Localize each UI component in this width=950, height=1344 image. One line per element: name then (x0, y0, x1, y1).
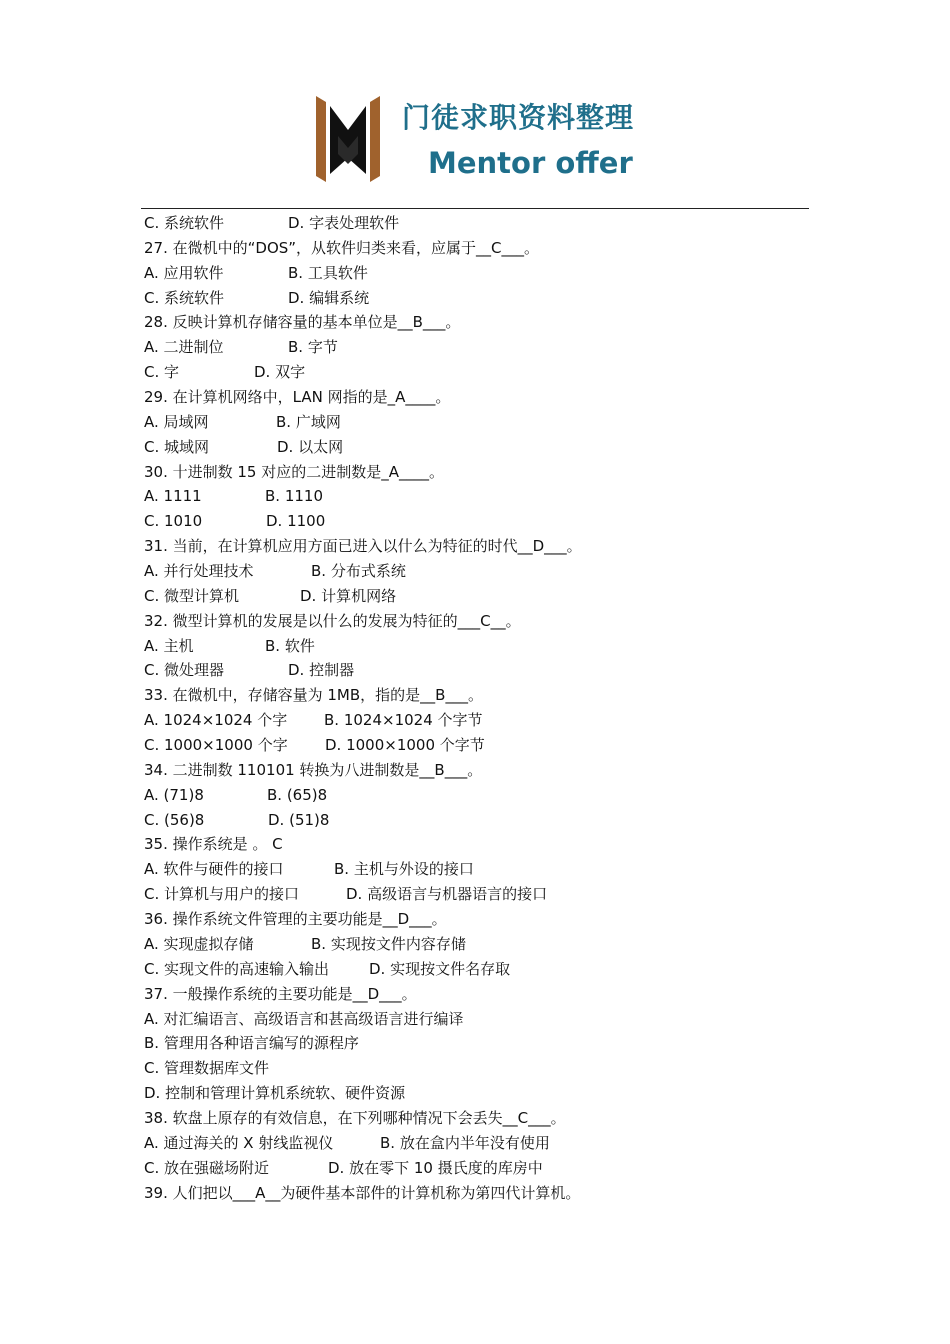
option-left: C. (56)8 (144, 810, 205, 829)
text-line: B. 管理用各种语言编写的源程序 (144, 1034, 359, 1053)
text-line: 37. 一般操作系统的主要功能是__D___。 (144, 984, 417, 1003)
option-row (144, 932, 804, 957)
text-line: 32. 微型计算机的发展是以什么的发展为特征的___C__。 (144, 611, 521, 630)
option-left: A. 局域网 (144, 412, 209, 431)
option-row (144, 261, 804, 286)
option-left: C. 计算机与用户的接口 (144, 885, 300, 904)
option-left: C. 放在强磁场附近 (144, 1158, 270, 1177)
text-line: C. 管理数据库文件 (144, 1059, 270, 1078)
option-row (144, 1156, 804, 1181)
option-right: B. 字节 (288, 338, 338, 357)
option-row (144, 783, 804, 808)
option-row (144, 1131, 804, 1156)
header-divider (141, 208, 809, 209)
option-row (144, 658, 804, 683)
option-left: C. 1010 (144, 512, 203, 531)
option-row (144, 857, 804, 882)
option-left: C. 微型计算机 (144, 586, 240, 605)
option-row (144, 808, 804, 833)
option-right: D. 实现按文件名存取 (369, 959, 511, 978)
option-left: A. 通过海关的 X 射线监视仪 (144, 1133, 334, 1152)
text-line: 29. 在计算机网络中，LAN 网指的是_A____。 (144, 388, 451, 407)
option-left: A. 应用软件 (144, 263, 224, 282)
option-row (144, 559, 804, 584)
option-right: D. 双字 (254, 363, 306, 382)
option-right: B. 实现按文件内容存储 (311, 934, 466, 953)
option-left: C. 系统软件 (144, 214, 225, 232)
brand-chinese-name: 门徒求职资料整理 (402, 101, 635, 134)
option-right: B. 软件 (265, 636, 315, 655)
option-row (144, 360, 804, 385)
option-row (144, 484, 804, 509)
option-row (144, 882, 804, 907)
option-left: A. 并行处理技术 (144, 562, 254, 581)
text-line: 35. 操作系统是 。 C (144, 835, 283, 854)
option-left: C. 系统软件 (144, 288, 225, 307)
text-line: 30. 十进制数 15 对应的二进制数是_A____。 (144, 462, 445, 481)
question-list (144, 211, 804, 1205)
text-line: 36. 操作系统文件管理的主要功能是__D___。 (144, 910, 447, 929)
option-right: D. 放在零下 10 摄氏度的库房中 (328, 1158, 543, 1177)
option-row (144, 733, 804, 758)
option-row (144, 435, 804, 460)
option-right: B. 放在盒内半年没有使用 (380, 1133, 550, 1152)
option-left: C. 1000×1000 个字 (144, 736, 288, 755)
option-right: B. (65)8 (267, 785, 328, 804)
text-line: A. 对汇编语言、高级语言和甚高级语言进行编译 (144, 1009, 464, 1028)
option-left: A. (71)8 (144, 785, 204, 804)
option-left: C. 实现文件的高速输入输出 (144, 959, 330, 978)
option-row (144, 584, 804, 609)
text-line: D. 控制和管理计算机系统软、硬件资源 (144, 1084, 406, 1103)
option-right: D. (51)8 (268, 810, 330, 829)
option-right: D. 字表处理软件 (288, 214, 400, 232)
option-right: B. 1110 (265, 487, 324, 506)
option-row (144, 957, 804, 982)
option-right: B. 分布式系统 (311, 562, 406, 581)
option-right: D. 1000×1000 个字节 (325, 736, 485, 755)
option-left: A. 实现虚拟存储 (144, 934, 254, 953)
option-left: C. 字 (144, 363, 180, 382)
option-left: A. 1024×1024 个字 (144, 711, 288, 730)
option-row (144, 708, 804, 733)
option-right: B. 1024×1024 个字节 (324, 711, 483, 730)
text-line: 27. 在微机中的“DOS”，从软件归类来看，应属于__C___。 (144, 238, 540, 257)
option-row (144, 410, 804, 435)
text-line: 34. 二进制数 110101 转换为八进制数是__B___。 (144, 760, 483, 779)
option-right: B. 广域网 (276, 412, 341, 431)
text-line: 38. 软盘上原存的有效信息，在下列哪种情况下会丢失__C___。 (144, 1108, 566, 1127)
option-row (144, 335, 804, 360)
option-left: A. 软件与硬件的接口 (144, 860, 284, 879)
option-right: D. 控制器 (288, 661, 355, 680)
header-logo (312, 92, 642, 188)
option-right: D. 以太网 (277, 437, 344, 456)
option-right: D. 高级语言与机器语言的接口 (346, 885, 548, 904)
option-right: B. 工具软件 (288, 263, 368, 282)
option-left: C. 城域网 (144, 437, 210, 456)
text-line: 31. 当前，在计算机应用方面已进入以什么为特征的时代__D___。 (144, 537, 582, 556)
option-right: D. 编辑系统 (288, 288, 370, 307)
option-right: D. 1100 (266, 512, 326, 531)
mentor-logo-icon (312, 92, 384, 184)
option-left: A. 1111 (144, 487, 202, 506)
text-line: 39. 人们把以___A__为硬件基本部件的计算机称为第四代计算机。 (144, 1183, 581, 1202)
option-row (144, 634, 804, 659)
option-right: B. 主机与外设的接口 (334, 860, 474, 879)
option-left: A. 主机 (144, 636, 194, 655)
option-row (144, 509, 804, 534)
option-row (144, 211, 804, 236)
option-row (144, 286, 804, 311)
option-left: A. 二进制位 (144, 338, 224, 357)
option-right: D. 计算机网络 (300, 586, 397, 605)
option-left: C. 微处理器 (144, 661, 225, 680)
text-line: 33. 在微机中，存储容量为 1MB，指的是__B___。 (144, 686, 483, 705)
brand-english-name: Mentor offer (428, 146, 633, 180)
text-line: 28. 反映计算机存储容量的基本单位是__B___。 (144, 313, 461, 332)
